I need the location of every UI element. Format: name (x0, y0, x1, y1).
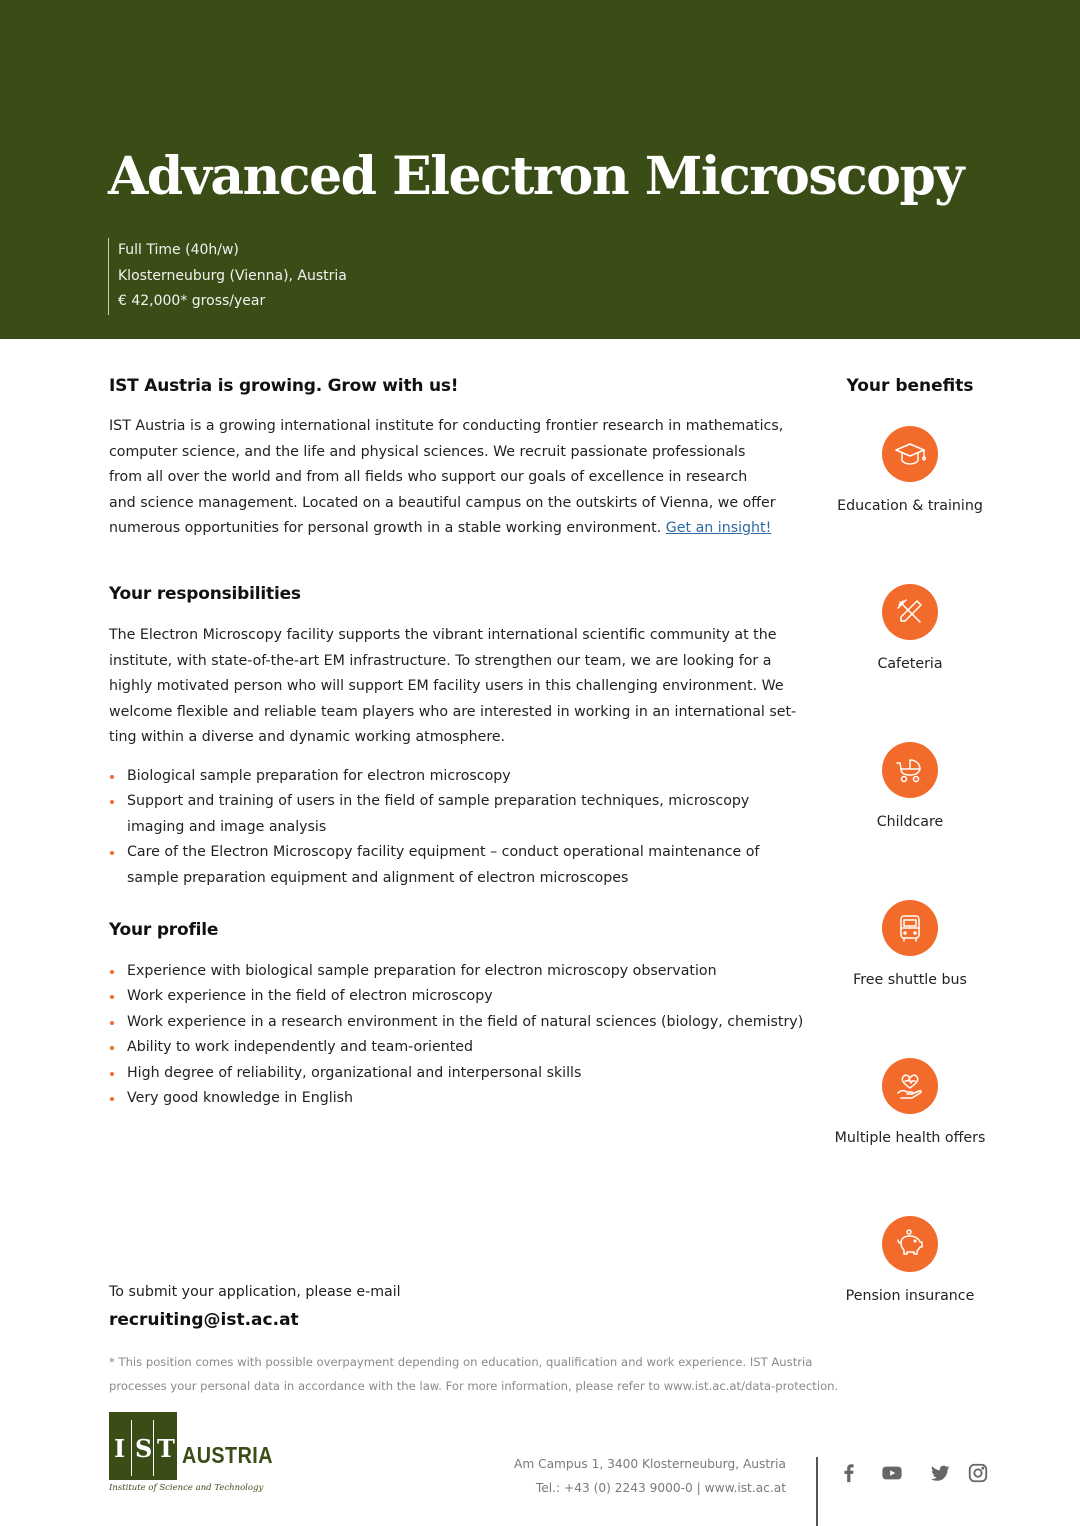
profile-heading: Your profile (109, 920, 219, 940)
list-item-text: Ability to work independently and team-oriented (127, 1039, 473, 1056)
list-item-text: High degree of reliability, organizational and interpersonal skills (127, 1064, 582, 1081)
list-item (109, 959, 819, 984)
list-item-text: sample preparation equipment and alignment of electron microscopes (127, 869, 629, 886)
twitter-icon[interactable] (927, 1460, 953, 1486)
benefit-pension (820, 1216, 1000, 1304)
list-item (109, 1061, 819, 1086)
responsibilities-line: highly motivated person who will support EM facility users in this challenging environment. We (109, 678, 784, 695)
responsibilities-line: institute, with state-of-the-art EM infrastructure. To strengthen our team, we are looking for a (109, 652, 772, 669)
list-item-text: Care of the Electron Microscopy facility equipment – conduct operational maintenance of (127, 844, 760, 861)
footnote-line: * This position comes with possible overpayment depending on education, qualification and work experience. IST Austria (109, 1355, 813, 1369)
logo-letter: I (114, 1434, 126, 1463)
benefit-cafeteria (820, 584, 1000, 672)
youtube-icon[interactable] (879, 1460, 905, 1486)
benefit-label: Free shuttle bus (853, 972, 967, 988)
logo-wordmark: AUSTRIA (182, 1442, 273, 1468)
profile-list (109, 959, 819, 1111)
responsibilities-heading: Your responsibilities (109, 584, 301, 604)
list-item-text: imaging and image analysis (127, 818, 327, 835)
header-banner (0, 0, 1080, 339)
benefit-label: Cafeteria (877, 656, 943, 672)
contact-line: Tel.: +43 (0) 2243 9000-0 | www.ist.ac.at (535, 1481, 786, 1495)
list-item (109, 1086, 819, 1111)
list-item (109, 764, 819, 789)
footnote-line: processes your personal data in accordance with the law. For more information, please refer to www.ist.ac.at/data-protection. (109, 1379, 839, 1393)
responsibilities-line: The Electron Microscopy facility supports the vibrant international scientific community at the (109, 627, 777, 643)
heart-hand-icon (882, 1058, 938, 1114)
list-item (109, 840, 819, 891)
benefit-health (820, 1058, 1000, 1146)
insight-link[interactable]: Get an insight! (665, 520, 772, 537)
stroller-icon (882, 742, 938, 798)
benefit-label: Education & training (837, 498, 983, 514)
intro-line: and science management. Located on a beautiful campus on the outskirts of Vienna, we offer (109, 494, 776, 511)
address-line: Am Campus 1, 3400 Klosterneuburg, Austria (513, 1457, 786, 1471)
job-location: Klosterneuburg (Vienna), Austria (118, 267, 347, 284)
footer-address (514, 1452, 786, 1500)
logo-divider (131, 1420, 132, 1476)
apply-instructions: To submit your application, please e-mail (109, 1284, 401, 1300)
piggy-bank-icon (882, 1216, 938, 1272)
intro-paragraph (109, 414, 809, 542)
job-title: Advanced Electron Microscopy (108, 146, 964, 207)
intro-line-text: numerous opportunities for personal growth in a stable working environment. (109, 520, 662, 537)
benefits-heading: Your benefits (846, 376, 974, 396)
intro-line: from all over the world and from all fields who support our goals of excellence in research (109, 469, 748, 486)
list-item-text: Work experience in the field of electron microscopy (127, 988, 493, 1005)
list-item-text: Very good knowledge in English (127, 1090, 354, 1107)
responsibilities-list (109, 764, 819, 891)
intro-line-last (109, 516, 809, 542)
bus-icon (882, 900, 938, 956)
intro-line: computer science, and the life and physical sciences. We recruit passionate professionals (109, 443, 746, 460)
logo-letter: T (157, 1434, 175, 1463)
benefit-label: Multiple health offers (834, 1130, 986, 1146)
responsibilities-line: welcome flexible and reliable team players who are interested in working in an international set- (109, 703, 797, 720)
list-item (109, 1035, 819, 1060)
footer-divider (816, 1457, 818, 1526)
graduation-cap-icon (882, 426, 938, 482)
fork-knife-icon (882, 584, 938, 640)
logo-divider (153, 1420, 154, 1476)
facebook-icon[interactable] (836, 1460, 862, 1486)
benefit-label: Childcare (876, 814, 944, 830)
logo-letter: S (135, 1434, 153, 1463)
benefit-education (820, 426, 1000, 514)
responsibilities-paragraph (109, 623, 809, 751)
footnote (109, 1350, 909, 1398)
list-item (109, 1010, 819, 1035)
instagram-icon[interactable] (965, 1460, 991, 1486)
job-salary: € 42,000* gross/year (118, 293, 266, 309)
list-item (109, 789, 819, 840)
benefit-childcare (820, 742, 1000, 830)
logo-tagline: Institute of Science and Technology (109, 1483, 264, 1493)
apply-email-link[interactable]: recruiting@ist.ac.at (109, 1310, 299, 1330)
benefit-label: Pension insurance (845, 1288, 975, 1304)
intro-heading: IST Austria is growing. Grow with us! (109, 376, 459, 396)
list-item (109, 984, 819, 1009)
job-meta (108, 238, 347, 315)
job-hours: Full Time (40h/w) (118, 242, 239, 258)
intro-line: IST Austria is a growing international institute for conducting frontier research in mathematics, (109, 418, 784, 434)
ist-austria-logo (109, 1412, 273, 1496)
list-item-text: Biological sample preparation for electron microscopy (127, 768, 511, 784)
list-item-text: Support and training of users in the field of sample preparation techniques, microscopy (127, 793, 750, 810)
list-item-text: Work experience in a research environment in the field of natural sciences (biology, chemistry) (127, 1013, 804, 1030)
list-item-text: Experience with biological sample preparation for electron microscopy observation (127, 963, 717, 979)
logo-mark (109, 1412, 177, 1480)
responsibilities-line: ting within a diverse and dynamic working atmosphere. (109, 729, 506, 746)
benefit-shuttle (820, 900, 1000, 988)
